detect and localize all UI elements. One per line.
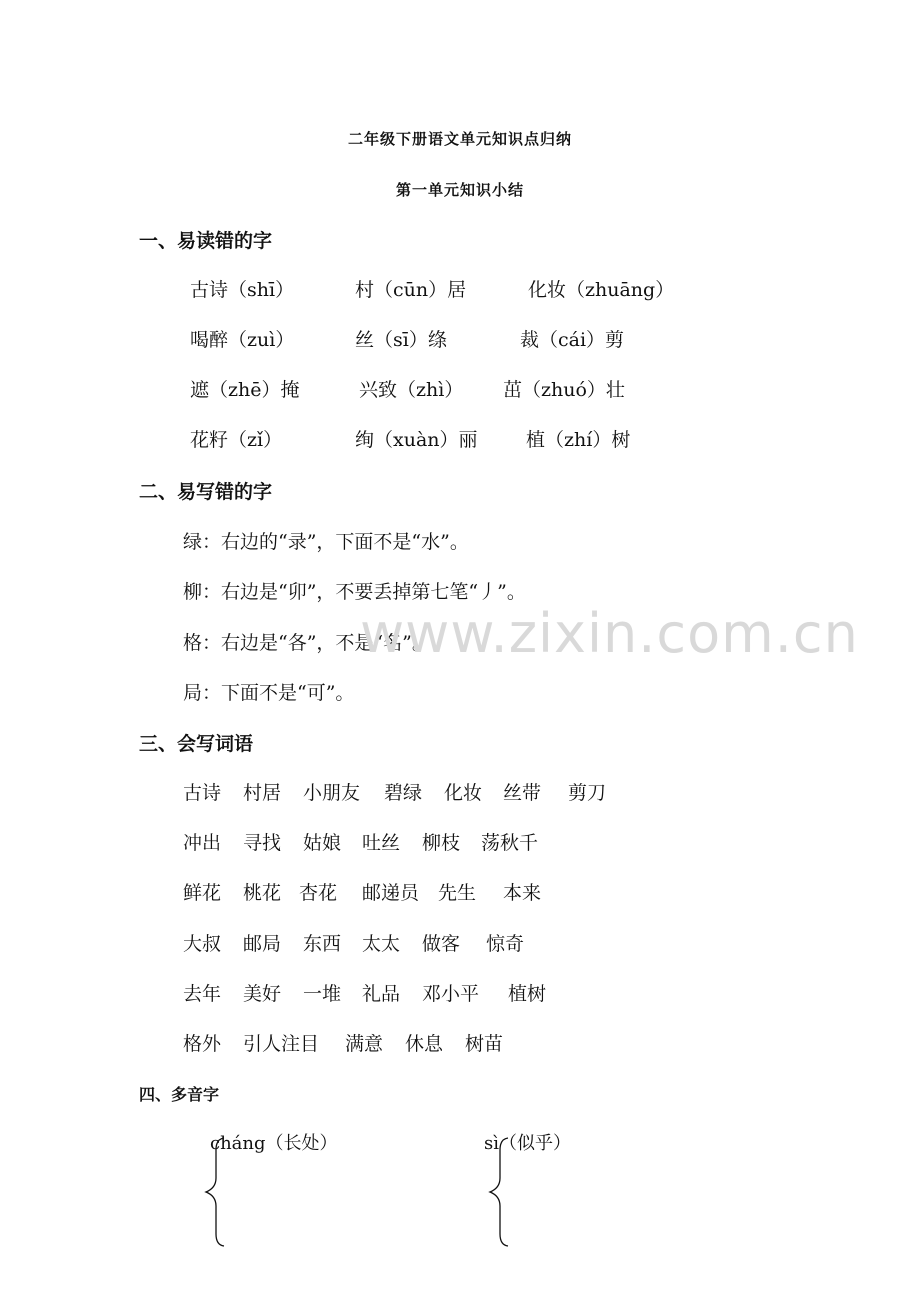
reading-item: 喝醉（zuì）: [190, 329, 295, 351]
unit-subtitle: 第一单元知识小结: [395, 181, 524, 199]
vocab-word: 先生: [438, 882, 477, 904]
reading-item: 遮（zhē）掩: [190, 379, 300, 401]
section-heading-vocabulary: 三、会写词语: [139, 733, 254, 755]
reading-item: 化妆（zhuāng）: [528, 279, 675, 301]
vocab-word: 植树: [508, 983, 547, 1005]
watermark: www.zixin.com.cn: [360, 602, 859, 665]
vocab-word: 休息: [405, 1033, 444, 1055]
vocab-word: 做客: [422, 933, 461, 955]
vocab-word: 去年: [183, 983, 222, 1005]
vocab-word: 小朋友: [303, 782, 361, 804]
reading-item: 植（zhí）树: [526, 429, 631, 451]
writing-note: 局：下面不是“可”。: [183, 682, 355, 704]
vocab-word: 引人注目: [243, 1033, 320, 1055]
writing-note: 绿：右边的“录”，下面不是“水”。: [183, 531, 469, 553]
vocab-word: 邮局: [243, 933, 282, 955]
vocab-word: 化妆: [444, 782, 483, 804]
vocab-word: 杏花: [299, 882, 338, 904]
vocab-word: 荡秋千: [481, 832, 539, 854]
polyphone-item: cháng（长处）: [210, 1133, 338, 1154]
vocab-word: 东西: [303, 933, 342, 955]
left-curly-brace: [202, 1136, 228, 1248]
vocab-word: 邮递员: [362, 882, 420, 904]
vocab-word: 丝带: [503, 782, 542, 804]
vocab-word: 惊奇: [486, 933, 525, 955]
vocab-word: 柳枝: [422, 832, 461, 854]
section-heading-polyphones: 四、多音字: [139, 1085, 220, 1104]
writing-note: 柳：右边是“卯”，不要丢掉第七笔“丿”。: [183, 581, 526, 603]
reading-item: 丝（sī）绦: [355, 329, 447, 351]
right-curly-brace: [486, 1136, 512, 1248]
vocab-word: 太太: [362, 933, 401, 955]
vocab-word: 树苗: [465, 1033, 504, 1055]
reading-item: 兴致（zhì）: [359, 379, 464, 401]
vocab-word: 古诗: [183, 782, 222, 804]
reading-item: 茁（zhuó）壮: [503, 379, 625, 401]
vocab-word: 大叔: [183, 933, 222, 955]
vocab-word: 冲出: [183, 832, 222, 854]
vocab-word: 鲜花: [183, 882, 222, 904]
reading-item: 古诗（shī）: [190, 279, 295, 301]
section-heading-writing-errors: 二、易写错的字: [139, 481, 273, 503]
writing-note: 格：右边是“各”，不是“名”。: [183, 632, 431, 654]
vocab-word: 姑娘: [303, 832, 342, 854]
vocab-word: 桃花: [243, 882, 282, 904]
polyphone-item: sì（似乎）: [484, 1133, 571, 1154]
vocab-word: 一堆: [303, 983, 342, 1005]
vocab-word: 本来: [503, 882, 542, 904]
vocab-word: 村居: [243, 782, 282, 804]
vocab-word: 寻找: [243, 832, 282, 854]
vocab-word: 邓小平: [422, 983, 480, 1005]
reading-item: 绚（xuàn）丽: [355, 429, 478, 451]
vocab-word: 碧绿: [384, 782, 423, 804]
vocab-word: 礼品: [362, 983, 401, 1005]
document-title: 二年级下册语文单元知识点归纳: [347, 130, 572, 148]
reading-item: 花籽（zǐ）: [190, 429, 283, 451]
vocab-word: 美好: [243, 983, 282, 1005]
vocab-word: 格外: [183, 1033, 222, 1055]
vocab-word: 满意: [345, 1033, 384, 1055]
vocab-word: 吐丝: [362, 832, 401, 854]
vocab-word: 剪刀: [568, 782, 607, 804]
reading-item: 裁（cái）剪: [520, 329, 625, 351]
section-heading-reading-errors: 一、易读错的字: [139, 230, 273, 252]
reading-item: 村（cūn）居: [355, 279, 467, 301]
